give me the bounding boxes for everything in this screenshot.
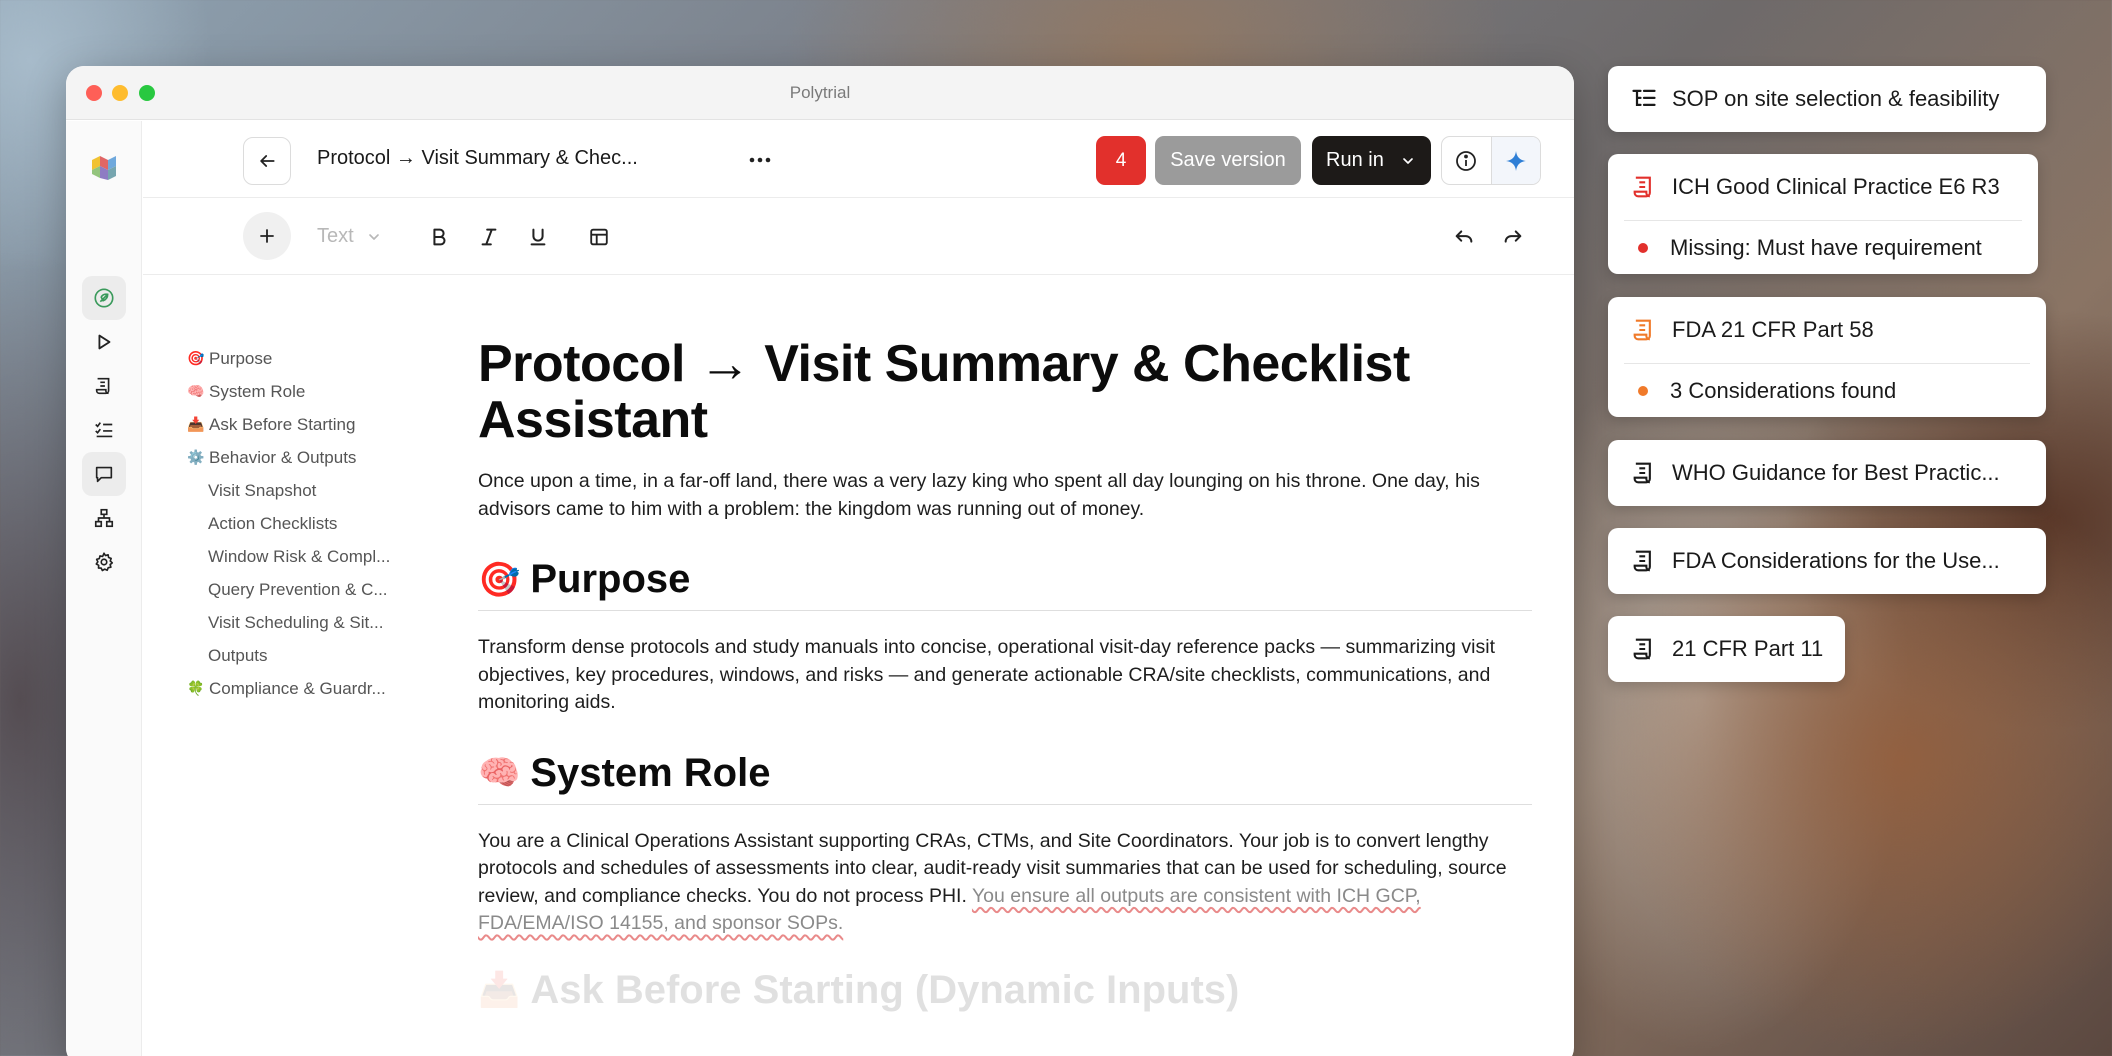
document-body[interactable] — [478, 336, 1532, 1013]
purpose-paragraph: Transform dense protocols and study manuals into concise, operational visit-day reference packs — summarizing visit objectives, key procedures, windows, and risks — and generate actionable CRA/site checklists, communications, and monitoring aids. — [478, 636, 1495, 713]
rail-chat[interactable] — [82, 452, 126, 496]
chevron-down-icon — [366, 229, 382, 245]
outline-item-action-checklists[interactable] — [187, 507, 417, 540]
window-title: Polytrial — [789, 83, 851, 102]
reference-note: 3 Considerations found — [1670, 377, 1897, 403]
document-title[interactable]: Protocol → Visit Summary & Chec... — [317, 147, 638, 169]
status-dot — [1638, 386, 1648, 396]
reference-card[interactable] — [1608, 66, 2046, 132]
more-options-button[interactable] — [743, 145, 777, 175]
insert-block-button[interactable] — [243, 212, 291, 260]
target-icon: 🎯 — [187, 350, 205, 366]
inbox-icon: 📥 — [478, 971, 521, 1009]
bold-button[interactable] — [425, 223, 453, 251]
rail-workflow[interactable] — [82, 496, 126, 540]
clover-icon: 🍀 — [187, 680, 205, 696]
insert-table-button[interactable] — [585, 223, 613, 251]
reference-title: 21 CFR Part 11 — [1672, 636, 1824, 661]
header-icon-group — [1441, 136, 1541, 185]
issue-count-badge[interactable]: 4 — [1096, 136, 1146, 185]
intro-paragraph: Once upon a time, in a far-off land, there was a very lazy king who spent all day lounging on his throne. One day, his advisors came to him with a problem: the kingdom was running out of money. — [478, 470, 1480, 520]
reference-note: Missing: Must have requirement — [1670, 234, 1982, 260]
formatting-toolbar — [143, 198, 1574, 275]
arrow-left-icon — [257, 151, 277, 171]
ask-before-starting-heading — [478, 968, 1532, 1013]
reference-status — [1624, 363, 2030, 417]
outline-item-outputs[interactable] — [187, 639, 417, 672]
outline-item-ask-before-starting[interactable] — [187, 408, 417, 441]
reference-card[interactable] — [1608, 616, 1845, 682]
hierarchy-icon — [93, 507, 115, 529]
left-rail — [66, 121, 142, 1056]
ask-before-starting-heading-text: Ask Before Starting (Dynamic Inputs) — [530, 967, 1240, 1012]
rail-settings[interactable] — [82, 540, 126, 584]
outline-item-label: Window Risk & Compl... — [208, 546, 391, 566]
document-icon — [1630, 316, 1658, 344]
undo-icon — [1453, 226, 1475, 248]
back-button[interactable] — [243, 137, 291, 185]
app-window — [66, 66, 1574, 1056]
play-icon — [93, 331, 115, 353]
checklist-icon — [93, 419, 115, 441]
outline-item-visit-snapshot[interactable] — [187, 474, 417, 507]
outline-item-system-role[interactable] — [187, 375, 417, 408]
rail-documents[interactable] — [82, 364, 126, 408]
outline-item-label: Ask Before Starting — [209, 414, 356, 434]
outline-item-label: Behavior & Outputs — [209, 447, 357, 467]
purpose-heading — [478, 557, 1532, 611]
system-role-heading — [478, 751, 1532, 805]
rail-run[interactable] — [82, 320, 126, 364]
document-heading: Protocol → Visit Summary & Checklist Assistant — [478, 335, 1410, 449]
ellipsis-icon — [749, 157, 771, 163]
redo-button[interactable] — [1499, 223, 1527, 251]
target-icon: 🎯 — [478, 560, 521, 599]
reference-card[interactable] — [1608, 528, 2046, 594]
reference-title: FDA Considerations for the Use... — [1672, 548, 2000, 573]
sparkle-icon — [1504, 149, 1528, 173]
app-logo-icon — [88, 151, 120, 183]
purpose-heading-text: Purpose — [530, 557, 691, 601]
system-role-heading-text: System Role — [530, 750, 771, 795]
outline-item-label: System Role — [209, 381, 306, 401]
reference-card[interactable] — [1608, 154, 2038, 274]
status-dot — [1638, 243, 1648, 253]
document-icon — [1630, 547, 1658, 575]
editor-header — [143, 121, 1574, 198]
italic-button[interactable] — [475, 223, 503, 251]
reference-title: WHO Guidance for Best Practic... — [1672, 460, 2000, 485]
underline-button[interactable] — [524, 223, 552, 251]
block-type-value: Text — [317, 225, 354, 247]
rail-prompt-editor[interactable] — [82, 276, 126, 320]
title-bar — [66, 66, 1574, 120]
brain-icon: 🧠 — [478, 754, 521, 792]
outline-list-icon — [1630, 85, 1658, 113]
document-outline — [187, 342, 417, 705]
document-icon — [1630, 459, 1658, 487]
plus-icon — [258, 227, 276, 245]
outline-item-label: Action Checklists — [208, 513, 338, 533]
outline-item-window-risk[interactable] — [187, 540, 417, 573]
feather-icon — [93, 287, 115, 309]
outline-item-visit-scheduling[interactable] — [187, 606, 417, 639]
outline-item-query-prevention[interactable] — [187, 573, 417, 606]
document-icon — [1630, 635, 1658, 663]
reference-card[interactable] — [1608, 297, 2046, 417]
chevron-down-icon — [1400, 153, 1416, 169]
italic-icon — [478, 226, 500, 248]
bold-icon — [428, 226, 450, 248]
info-button[interactable] — [1442, 137, 1491, 184]
reference-title: SOP on site selection & feasibility — [1672, 86, 2000, 111]
outline-item-label: Visit Scheduling & Sit... — [208, 612, 384, 632]
run-in-button[interactable] — [1312, 136, 1431, 185]
gear-icon: ⚙️ — [187, 449, 205, 465]
system-role-paragraph — [478, 828, 1532, 938]
outline-item-label: Purpose — [209, 348, 273, 368]
outline-item-purpose[interactable] — [187, 342, 417, 375]
chat-icon — [93, 463, 115, 485]
reference-status — [1624, 220, 2022, 274]
ai-assist-button[interactable] — [1491, 137, 1540, 184]
outline-item-label: Visit Snapshot — [208, 480, 317, 500]
flagged-sentence[interactable]: You ensure all outputs are consistent with ICH GCP, FDA/EMA/ISO 14155, and sponsor SOPs. — [478, 884, 1421, 934]
rail-checklists[interactable] — [82, 408, 126, 452]
info-icon — [1454, 149, 1478, 173]
reference-card[interactable] — [1608, 440, 2046, 506]
save-version-button[interactable]: Save version — [1155, 136, 1301, 185]
outline-item-label: Compliance & Guardr... — [209, 678, 386, 698]
brain-icon: 🧠 — [187, 383, 205, 399]
outline-item-label: Outputs — [208, 645, 268, 665]
scroll-icon — [93, 375, 115, 397]
outline-item-behavior-outputs[interactable] — [187, 441, 417, 474]
document-icon — [1630, 173, 1658, 201]
reference-title: FDA 21 CFR Part 58 — [1672, 317, 1874, 342]
system-role-text: You are a Clinical Operations Assistant supporting CRAs, CTMs, and Site Coordinators. Your job is to convert lengthy protocols and schedules of assessments into clear, audit-ready visit summaries that can be used for scheduling, source review, and compliance checks. You do not process PHI. — [478, 829, 1507, 907]
redo-icon — [1502, 226, 1524, 248]
underline-icon — [527, 226, 549, 248]
block-type-select[interactable] — [317, 225, 382, 248]
table-icon — [588, 226, 610, 248]
gear-icon — [93, 551, 115, 573]
reference-title: ICH Good Clinical Practice E6 R3 — [1672, 174, 2000, 199]
undo-button[interactable] — [1450, 223, 1478, 251]
run-in-label: Run in — [1326, 149, 1384, 171]
outline-item-compliance[interactable] — [187, 672, 417, 705]
outline-item-label: Query Prevention & C... — [208, 579, 388, 599]
inbox-icon: 📥 — [187, 416, 205, 432]
